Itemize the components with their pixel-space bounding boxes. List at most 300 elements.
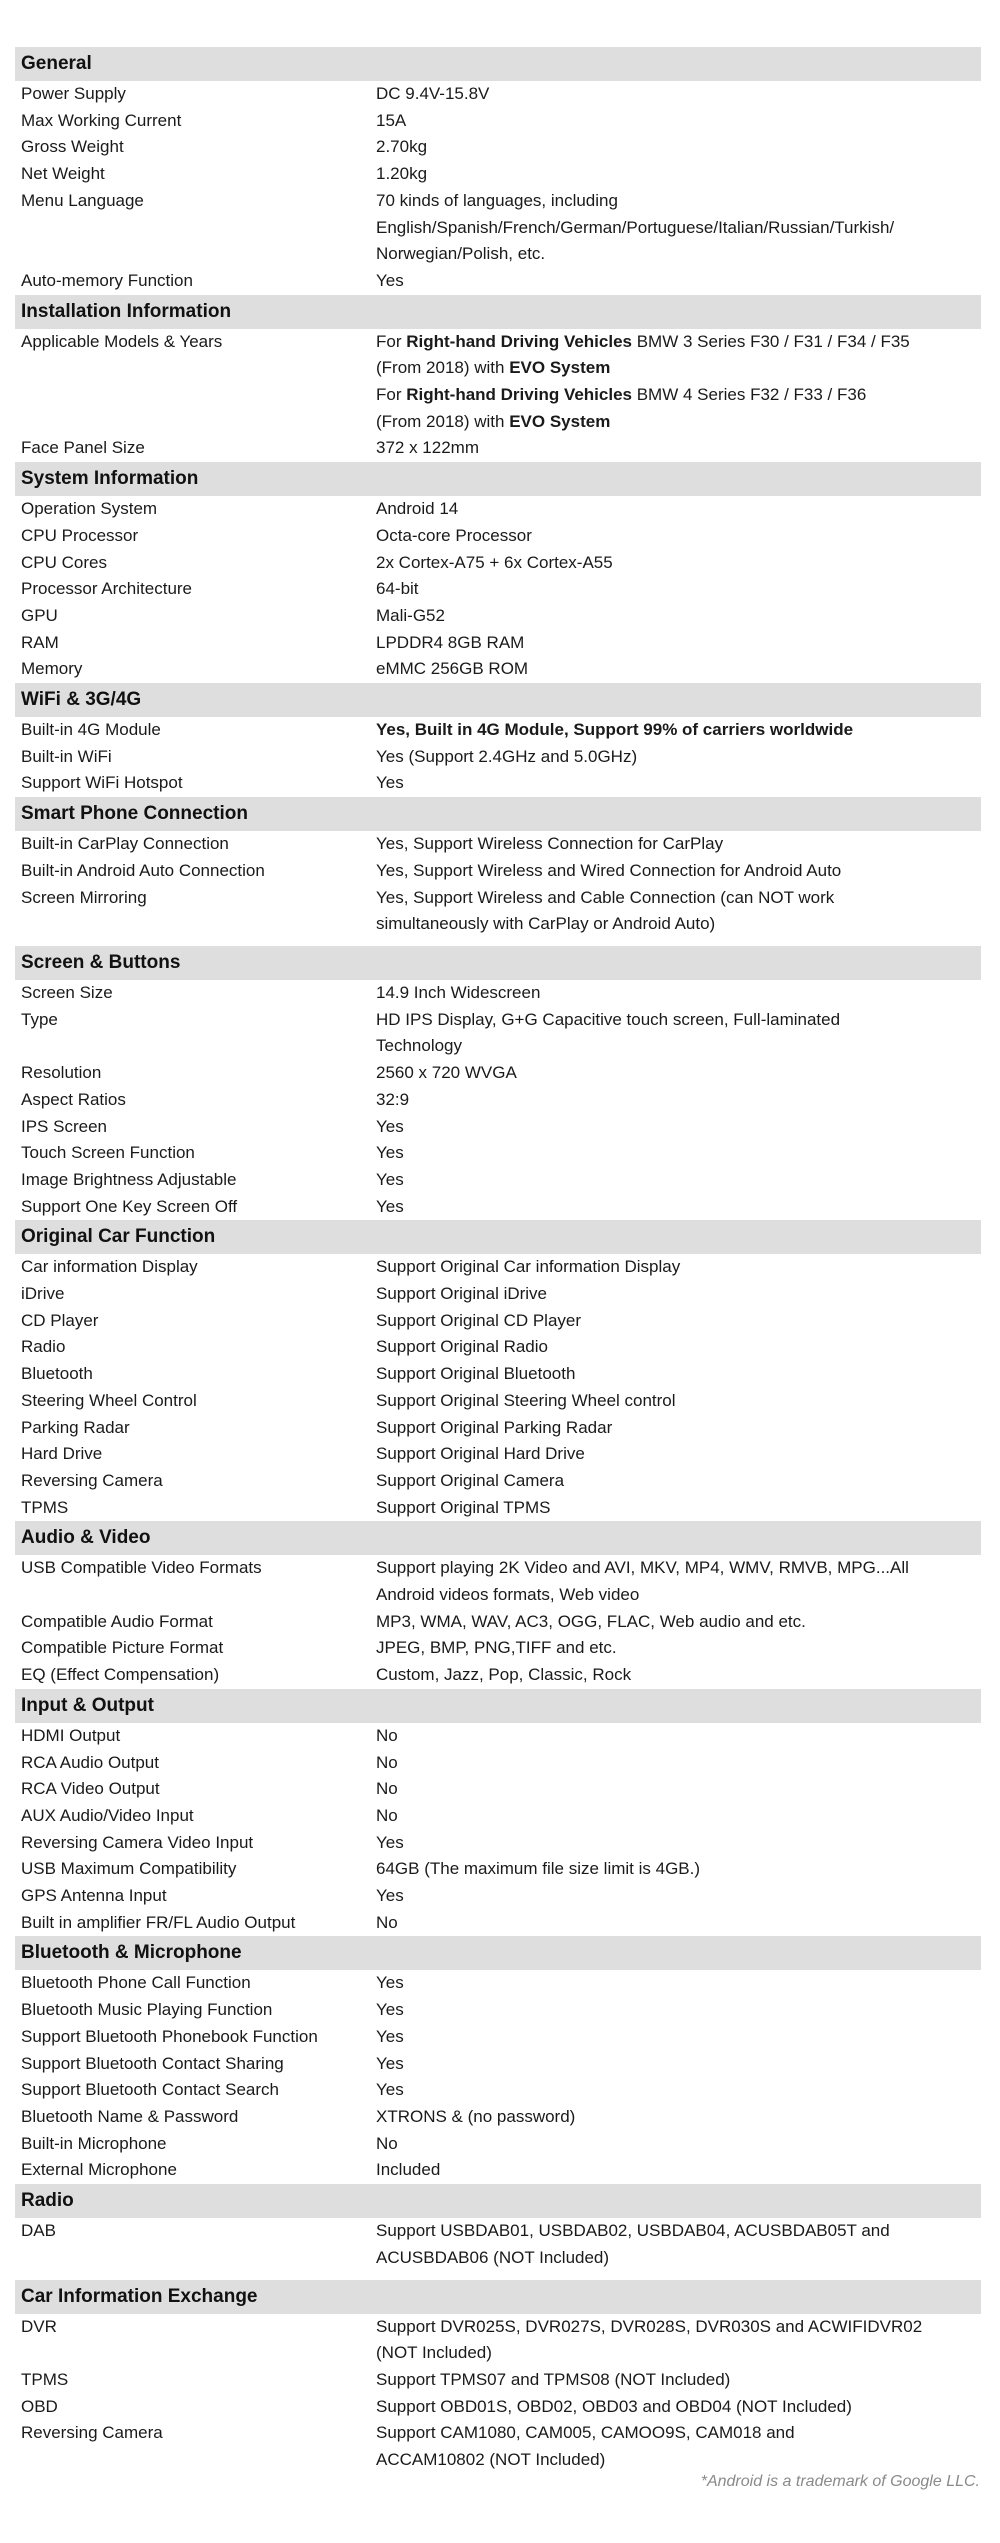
- section-system-information: [15, 462, 981, 683]
- spec-value: [376, 1830, 981, 1857]
- spec-label: CD Player: [21, 1310, 99, 1330]
- spec-value-line: [376, 241, 977, 268]
- spec-value: [376, 1007, 981, 1060]
- spec-row: [15, 435, 981, 462]
- spec-row: [15, 1281, 981, 1308]
- spec-value-text: Yes: [376, 2026, 404, 2046]
- spec-value: [376, 2077, 981, 2104]
- spec-value-line: [376, 2314, 977, 2341]
- spec-label: EQ (Effect Compensation): [21, 1665, 220, 1685]
- spec-label: DVR: [21, 2316, 57, 2336]
- spec-row: [15, 2394, 981, 2421]
- spec-value-line: [376, 1140, 977, 1167]
- spec-value-text: ACUSBDAB06 (NOT Included): [376, 2247, 610, 2267]
- spec-row: [15, 744, 981, 771]
- spec-value-line: [376, 2245, 977, 2272]
- spec-value-text: Yes: [376, 1196, 404, 1216]
- spec-value-text: Yes (Support 2.4GHz and 5.0GHz): [376, 746, 638, 766]
- spec-value: [376, 1883, 981, 1910]
- spec-label: Bluetooth Name & Password: [21, 2107, 239, 2126]
- spec-value-text: 32:9: [376, 1089, 410, 1109]
- spec-value-line: [376, 1997, 977, 2024]
- spec-value-line: [376, 656, 977, 683]
- spec-value: [376, 2104, 981, 2131]
- spec-label: Compatible Audio Format: [21, 1611, 213, 1631]
- spec-value: [376, 1750, 981, 1777]
- spec-label: HDMI Output: [21, 1725, 121, 1745]
- spec-value-text: No: [376, 1805, 398, 1825]
- spec-label: Steering Wheel Control: [21, 1390, 197, 1410]
- spec-value-text: XTRONS & (no password): [376, 2107, 576, 2126]
- trademark-footnote: *Android is a trademark of Google LLC.: [700, 2473, 980, 2490]
- spec-value: [376, 885, 981, 938]
- section-input-output: [15, 1689, 981, 1937]
- spec-row: [15, 1723, 981, 1750]
- spec-value: [376, 161, 981, 188]
- spec-value-line: [376, 1495, 977, 1522]
- section-heading: System Information: [15, 462, 981, 496]
- spec-value-text: (NOT Included): [376, 2343, 492, 2363]
- section-wifi-3g-4g: [15, 683, 981, 797]
- spec-value-text: Yes, Support Wireless Connection for CarPlay: [376, 834, 724, 854]
- spec-row: [15, 1308, 981, 1335]
- spec-value-text: Yes: [376, 270, 404, 290]
- spec-row: [15, 1361, 981, 1388]
- spec-value: [376, 1662, 981, 1689]
- spec-label: Built-in CarPlay Connection: [21, 834, 229, 854]
- spec-value-line: [376, 2157, 977, 2184]
- spec-value-line: [376, 1803, 977, 1830]
- spec-value-line: [376, 2420, 977, 2447]
- spec-value-line: [376, 858, 977, 885]
- spec-label: Screen Size: [21, 982, 113, 1002]
- spec-value-line: [376, 911, 977, 938]
- spec-value: [376, 1334, 981, 1361]
- spec-value-text: Yes: [376, 1143, 404, 1163]
- spec-row: [15, 1970, 981, 1997]
- spec-value-line: [376, 1468, 977, 1495]
- spec-value-line: [376, 576, 977, 603]
- spec-label: Bluetooth Music Playing Function: [21, 2000, 273, 2020]
- spec-value-text: (From 2018) with: [376, 358, 510, 378]
- spec-value: [376, 717, 981, 744]
- spec-value-text: 15A: [376, 110, 407, 130]
- spec-value-text: Support Original Camera: [376, 1470, 565, 1490]
- section-heading: Car Information Exchange: [15, 2280, 981, 2314]
- spec-row: [15, 496, 981, 523]
- spec-value-text: BMW 3 Series F30 / F31 / F34 / F35: [632, 331, 910, 351]
- spec-label: OBD: [21, 2396, 58, 2416]
- spec-value-bold-text: Right-hand Driving Vehicles: [406, 331, 632, 351]
- spec-value-text: LPDDR4 8GB RAM: [376, 632, 525, 652]
- spec-value-line: [376, 1388, 977, 1415]
- spec-value-line: [376, 2024, 977, 2051]
- spec-row: [15, 1750, 981, 1777]
- spec-value-text: 14.9 Inch Widescreen: [376, 982, 541, 1002]
- spec-value: [376, 1361, 981, 1388]
- spec-value: [376, 523, 981, 550]
- spec-label: Gross Weight: [21, 137, 124, 157]
- spec-value: [376, 1609, 981, 1636]
- spec-value: [376, 1468, 981, 1495]
- spec-value-line: [376, 2447, 977, 2474]
- spec-row: [15, 1194, 981, 1221]
- spec-value-text: Support TPMS07 and TPMS08 (NOT Included): [376, 2369, 731, 2389]
- spec-value-text: Android 14: [376, 499, 459, 519]
- spec-value: [376, 2420, 981, 2473]
- spec-value: [376, 630, 981, 657]
- spec-value-text: Support Original CD Player: [376, 1310, 582, 1330]
- spec-value-line: [376, 1167, 977, 1194]
- spec-value-text: Yes: [376, 1832, 404, 1852]
- spec-value: [376, 576, 981, 603]
- spec-row: [15, 2420, 981, 2473]
- spec-value-text: Yes: [376, 1973, 404, 1993]
- section-smart-phone-connection: [15, 797, 981, 946]
- spec-label: Support WiFi Hotspot: [21, 773, 183, 793]
- spec-value-line: [376, 382, 977, 409]
- spec-value-line: [376, 1970, 977, 1997]
- spec-label: Power Supply: [21, 84, 126, 103]
- section-screen-buttons: [15, 946, 981, 1220]
- spec-value-text: Yes: [376, 2000, 404, 2020]
- spec-label: RAM: [21, 632, 59, 652]
- spec-row: [15, 1167, 981, 1194]
- spec-value-line: [376, 161, 977, 188]
- spec-value: [376, 656, 981, 683]
- section-heading: Screen & Buttons: [15, 946, 981, 980]
- spec-value-text: Support OBD01S, OBD02, OBD03 and OBD04 (NOT Included): [376, 2396, 852, 2416]
- spec-label: AUX Audio/Video Input: [21, 1805, 194, 1825]
- section-heading: WiFi & 3G/4G: [15, 683, 981, 717]
- spec-value: [376, 603, 981, 630]
- spec-label: Processor Architecture: [21, 579, 193, 599]
- spec-row: [15, 2218, 981, 2271]
- spec-value-text: English/Spanish/French/German/Portuguese/Italian/Russian/Turkish/: [376, 217, 895, 237]
- spec-row: [15, 1635, 981, 1662]
- spec-row: [15, 2314, 981, 2367]
- spec-value: [376, 1254, 981, 1281]
- spec-value: [376, 1060, 981, 1087]
- spec-value-line: [376, 1910, 977, 1937]
- spec-value-bold-text: Right-hand Driving Vehicles: [406, 385, 632, 405]
- spec-label: TPMS: [21, 2369, 69, 2389]
- spec-value-text: Support Original iDrive: [376, 1284, 548, 1304]
- spec-value-line: [376, 2367, 977, 2394]
- spec-label: GPS Antenna Input: [21, 1886, 167, 1906]
- spec-value-text: Yes, Support Wireless and Wired Connection for Android Auto: [376, 860, 842, 880]
- spec-label: Built-in Android Auto Connection: [21, 860, 265, 880]
- spec-label: Hard Drive: [21, 1444, 103, 1464]
- spec-value-text: No: [376, 2133, 398, 2153]
- spec-value-line: [376, 831, 977, 858]
- spec-label: USB Compatible Video Formats: [21, 1558, 262, 1578]
- spec-value-line: [376, 744, 977, 771]
- spec-label: USB Maximum Compatibility: [21, 1859, 237, 1879]
- spec-value-line: [376, 355, 977, 382]
- spec-row: [15, 1007, 981, 1060]
- spec-value: [376, 1388, 981, 1415]
- spec-label: Operation System: [21, 499, 158, 519]
- spec-value-line: [376, 1415, 977, 1442]
- spec-value: [376, 108, 981, 135]
- spec-value-line: [376, 1830, 977, 1857]
- section-spacer: [15, 2272, 981, 2280]
- spec-label: Car information Display: [21, 1257, 198, 1277]
- spec-value-text: Yes: [376, 1169, 404, 1189]
- spec-value: [376, 1997, 981, 2024]
- spec-label: Type: [21, 1009, 58, 1029]
- spec-row: [15, 980, 981, 1007]
- section-heading: Input & Output: [15, 1689, 981, 1723]
- spec-label: GPU: [21, 605, 58, 625]
- section-bluetooth-microphone: [15, 1936, 981, 2184]
- section-audio-video: [15, 1521, 981, 1689]
- spec-value-line: [376, 2077, 977, 2104]
- spec-value: [376, 435, 981, 462]
- spec-value-line: [376, 1609, 977, 1636]
- spec-label: RCA Video Output: [21, 1779, 160, 1799]
- spec-value-line: [376, 188, 977, 215]
- spec-value-line: [376, 2218, 977, 2245]
- spec-row: [15, 2077, 981, 2104]
- spec-value-line: [376, 1723, 977, 1750]
- spec-label: Compatible Picture Format: [21, 1638, 224, 1658]
- spec-value: [376, 496, 981, 523]
- spec-value-line: [376, 409, 977, 436]
- spec-value: [376, 2051, 981, 2078]
- spec-row: [15, 717, 981, 744]
- spec-row: [15, 1776, 981, 1803]
- spec-label: Reversing Camera: [21, 1470, 163, 1490]
- spec-value-text: Yes: [376, 1116, 404, 1136]
- spec-label: Built-in WiFi: [21, 746, 112, 766]
- spec-value-line: [376, 1635, 977, 1662]
- spec-label: TPMS: [21, 1497, 69, 1517]
- spec-value-text: Included: [376, 2160, 441, 2180]
- spec-value-line: [376, 1281, 977, 1308]
- spec-value-line: [376, 630, 977, 657]
- spec-value: [376, 1635, 981, 1662]
- spec-value-text: Yes: [376, 773, 404, 793]
- spec-row: [15, 2157, 981, 2184]
- spec-label: Max Working Current: [21, 110, 182, 130]
- spec-value-text: No: [376, 1725, 398, 1745]
- spec-value: [376, 2314, 981, 2367]
- spec-value: [376, 1495, 981, 1522]
- spec-row: [15, 1415, 981, 1442]
- spec-label: Bluetooth Phone Call Function: [21, 1973, 251, 1993]
- spec-value-text: 1.20kg: [376, 164, 428, 184]
- spec-value-line: [376, 134, 977, 161]
- spec-value-line: [376, 1883, 977, 1910]
- section-heading: Original Car Function: [15, 1220, 981, 1254]
- spec-value-text: Support Original TPMS: [376, 1497, 551, 1517]
- spec-row: [15, 630, 981, 657]
- spec-label: Built-in Microphone: [21, 2133, 167, 2153]
- spec-value-text: Octa-core Processor: [376, 525, 532, 545]
- spec-value-text: Norwegian/Polish, etc.: [376, 244, 546, 264]
- spec-value-text: Support Original Car information Display: [376, 1257, 681, 1277]
- spec-value-line: [376, 329, 977, 356]
- spec-value-text: eMMC 256GB ROM: [376, 659, 529, 679]
- spec-value-line: [376, 2051, 977, 2078]
- spec-row: [15, 550, 981, 577]
- section-radio: [15, 2184, 981, 2279]
- spec-value-line: [376, 2131, 977, 2158]
- spec-value: [376, 2157, 981, 2184]
- spec-value-line: [376, 550, 977, 577]
- spec-value: [376, 268, 981, 295]
- spec-label: Built-in 4G Module: [21, 720, 161, 740]
- spec-row: [15, 1883, 981, 1910]
- spec-row: [15, 2367, 981, 2394]
- spec-value-text: Support Original Radio: [376, 1337, 548, 1357]
- spec-label: Memory: [21, 659, 83, 679]
- spec-value-text: For: [376, 385, 407, 405]
- section-car-information-exchange: [15, 2280, 981, 2474]
- spec-value: [376, 1087, 981, 1114]
- spec-value-text: HD IPS Display, G+G Capacitive touch screen, Full-laminated: [376, 1009, 841, 1029]
- spec-label: Bluetooth: [21, 1364, 93, 1384]
- spec-row: [15, 1114, 981, 1141]
- spec-row: [15, 1060, 981, 1087]
- spec-row: [15, 1555, 981, 1608]
- spec-label: External Microphone: [21, 2160, 177, 2180]
- spec-row: [15, 1441, 981, 1468]
- spec-value-line: [376, 885, 977, 912]
- spec-row: [15, 188, 981, 268]
- spec-value-text: Yes, Support Wireless and Cable Connection (can NOT work: [376, 887, 835, 907]
- spec-label: Reversing Camera: [21, 2423, 163, 2443]
- spec-value-line: [376, 435, 977, 462]
- spec-value: [376, 1776, 981, 1803]
- spec-row: [15, 523, 981, 550]
- spec-value: [376, 2131, 981, 2158]
- spec-value: [376, 2394, 981, 2421]
- spec-value: [376, 1555, 981, 1608]
- spec-value-text: BMW 4 Series F32 / F33 / F36: [632, 385, 867, 405]
- spec-value: [376, 1415, 981, 1442]
- spec-value-line: [376, 1582, 977, 1609]
- section-heading: Smart Phone Connection: [15, 797, 981, 831]
- spec-value: [376, 2024, 981, 2051]
- spec-value: [376, 1114, 981, 1141]
- spec-value: [376, 550, 981, 577]
- spec-value: [376, 1140, 981, 1167]
- spec-label: Support One Key Screen Off: [21, 1196, 238, 1216]
- spec-value-line: [376, 2340, 977, 2367]
- spec-value: [376, 1910, 981, 1937]
- spec-value-text: Support Original Parking Radar: [376, 1417, 613, 1437]
- spec-value-text: For: [376, 331, 407, 351]
- spec-row: [15, 885, 981, 938]
- section-heading: Installation Information: [15, 295, 981, 329]
- spec-row: [15, 1856, 981, 1883]
- spec-row: [15, 770, 981, 797]
- spec-label: Reversing Camera Video Input: [21, 1832, 254, 1852]
- spec-label: Resolution: [21, 1063, 102, 1083]
- spec-value-line: [376, 81, 977, 108]
- spec-value-text: Android videos formats, Web video: [376, 1585, 640, 1605]
- spec-value-bold-text: EVO System: [509, 358, 611, 378]
- spec-value-text: ACCAM10802 (NOT Included): [376, 2450, 606, 2470]
- spec-value-text: simultaneously with CarPlay or Android Auto): [376, 914, 716, 934]
- spec-value-line: [376, 1194, 977, 1221]
- spec-value: [376, 134, 981, 161]
- spec-value: [376, 1441, 981, 1468]
- spec-value-text: JPEG, BMP, PNG,TIFF and etc.: [376, 1638, 617, 1658]
- spec-value: [376, 1281, 981, 1308]
- spec-value-text: Yes: [376, 2053, 404, 2073]
- spec-label: Auto-memory Function: [21, 270, 193, 290]
- section-heading: Audio & Video: [15, 1521, 981, 1555]
- spec-label: Support Bluetooth Contact Sharing: [21, 2053, 284, 2073]
- spec-row: [15, 134, 981, 161]
- section-heading: Radio: [15, 2184, 981, 2218]
- spec-label: iDrive: [21, 1284, 65, 1304]
- spec-value-line: [376, 215, 977, 242]
- section-spacer: [15, 938, 981, 946]
- spec-value: [376, 980, 981, 1007]
- spec-value-text: 64GB (The maximum file size limit is 4GB.): [376, 1859, 701, 1879]
- spec-row: [15, 1609, 981, 1636]
- spec-value-line: [376, 980, 977, 1007]
- spec-value-text: 372 x 122mm: [376, 438, 479, 458]
- section-installation-information: [15, 295, 981, 463]
- spec-row: [15, 108, 981, 135]
- spec-value: [376, 1308, 981, 1335]
- spec-label: Net Weight: [21, 164, 105, 184]
- spec-label: Screen Mirroring: [21, 887, 147, 907]
- spec-value-text: Technology: [376, 1036, 463, 1056]
- spec-row: [15, 2104, 981, 2131]
- spec-label: Support Bluetooth Phonebook Function: [21, 2026, 318, 2046]
- spec-value-text: 64-bit: [376, 579, 419, 599]
- spec-value: [376, 1167, 981, 1194]
- spec-value: [376, 81, 981, 108]
- spec-value-text: Yes: [376, 2080, 404, 2100]
- spec-row: [15, 2131, 981, 2158]
- spec-value-text: No: [376, 1779, 398, 1799]
- spec-label: DAB: [21, 2221, 56, 2241]
- spec-row: [15, 576, 981, 603]
- spec-value-text: MP3, WMA, WAV, AC3, OGG, FLAC, Web audio and etc.: [376, 1611, 806, 1631]
- spec-value-line: [376, 1441, 977, 1468]
- spec-row: [15, 858, 981, 885]
- spec-value-line: [376, 268, 977, 295]
- spec-value-text: Support USBDAB01, USBDAB02, USBDAB04, ACUSBDAB05T and: [376, 2221, 890, 2241]
- spec-value-line: [376, 717, 977, 744]
- spec-value-text: DC 9.4V-15.8V: [376, 84, 490, 103]
- spec-row: [15, 1803, 981, 1830]
- spec-value: [376, 329, 981, 436]
- spec-value-line: [376, 1033, 977, 1060]
- spec-value-line: [376, 1114, 977, 1141]
- spec-value-text: Support playing 2K Video and AVI, MKV, MP4, WMV, RMVB, MPG...All: [376, 1558, 909, 1578]
- spec-value-text: Custom, Jazz, Pop, Classic, Rock: [376, 1665, 632, 1685]
- spec-label: Face Panel Size: [21, 438, 145, 458]
- section-original-car-function: [15, 1220, 981, 1521]
- spec-label: Applicable Models & Years: [21, 331, 223, 351]
- spec-label: Menu Language: [21, 190, 144, 210]
- spec-value-text: 2.70kg: [376, 137, 428, 157]
- spec-label: Image Brightness Adjustable: [21, 1169, 237, 1189]
- spec-row: [15, 81, 981, 108]
- spec-row: [15, 268, 981, 295]
- spec-value-bold-text: EVO System: [509, 411, 611, 431]
- spec-label: Built in amplifier FR/FL Audio Output: [21, 1912, 296, 1932]
